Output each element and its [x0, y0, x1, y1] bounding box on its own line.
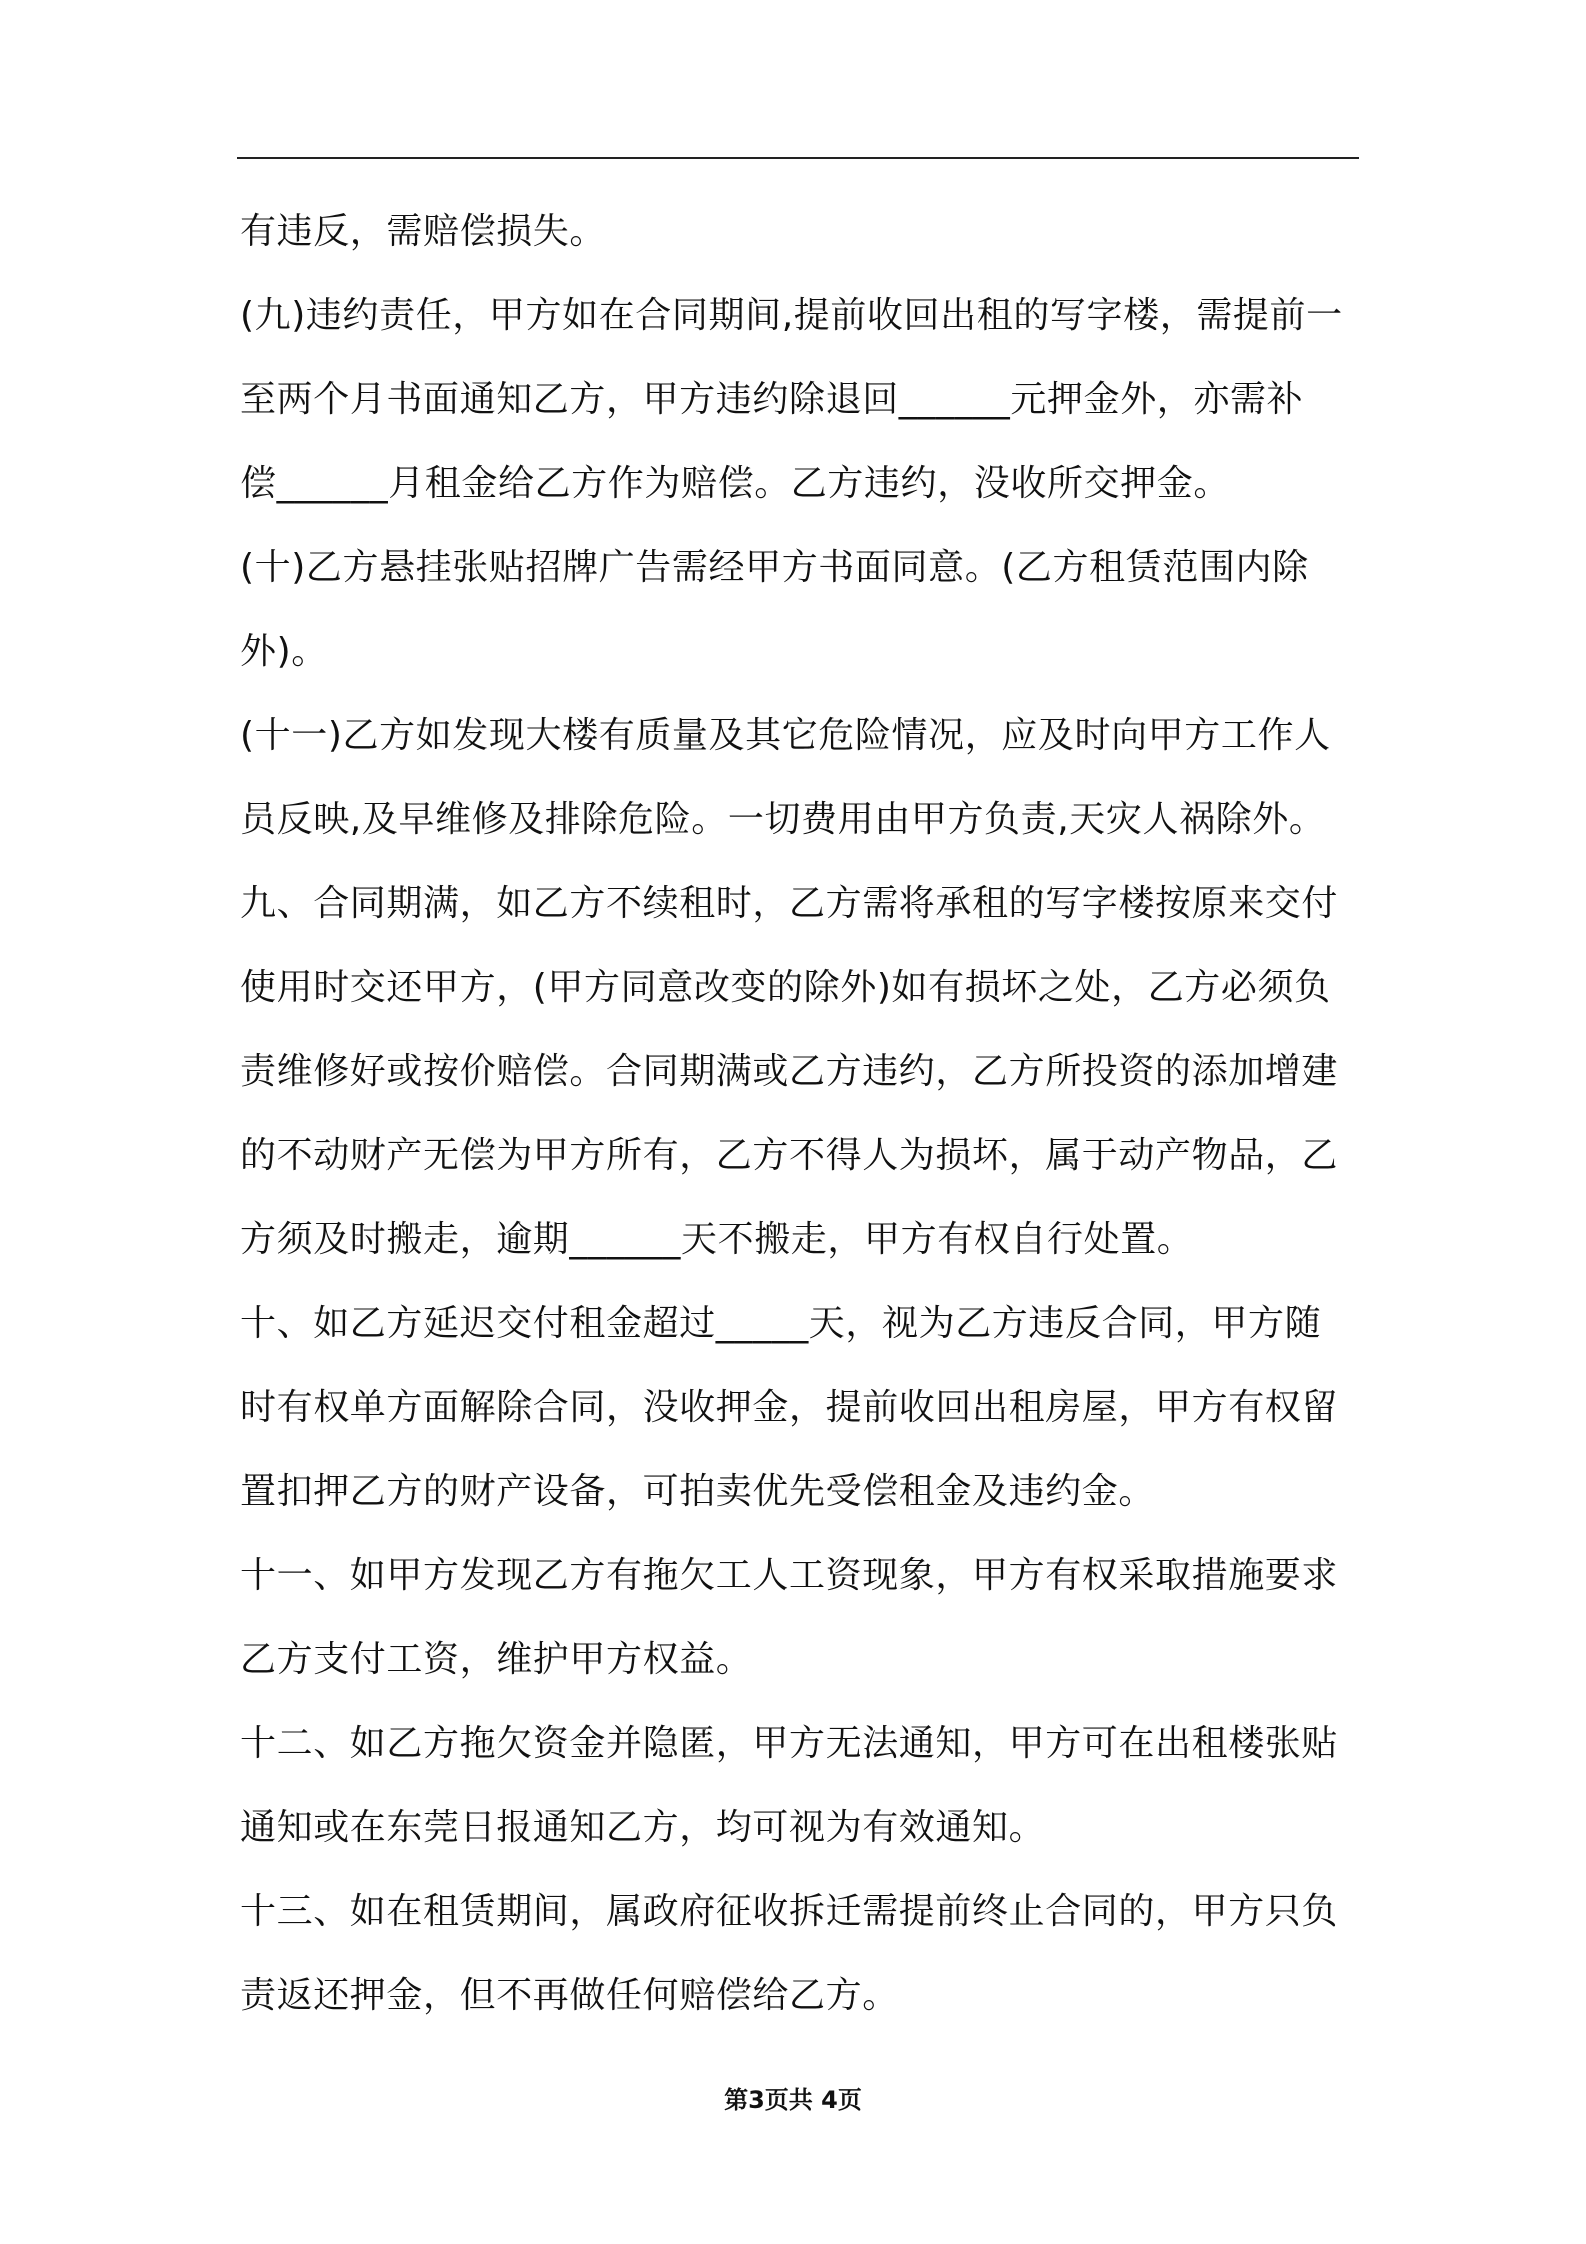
text-line: 通知或在东莞日报通知乙方，均可视为有效通知。	[240, 1807, 1046, 1848]
text-line: 员反映,及早维修及排除危险。一切费用由甲方负责,天灾人祸除外。	[240, 799, 1326, 840]
text-line: 有违反，需赔偿损失。	[240, 211, 607, 252]
text-line: 至两个月书面通知乙方，甲方违约除退回______元押金外，亦需补	[240, 379, 1304, 420]
contract-body-text	[240, 190, 1360, 2038]
text-line: 偿______月租金给乙方作为赔偿。乙方违约，没收所交押金。	[240, 463, 1231, 504]
header-rule	[237, 157, 1359, 159]
text-line: 九、合同期满，如乙方不续租时，乙方需将承租的写字楼按原来交付	[240, 883, 1339, 924]
text-line: 乙方支付工资，维护甲方权益。	[240, 1639, 753, 1680]
text-line: (十)乙方悬挂张贴招牌广告需经甲方书面同意。(乙方租赁范围内除	[240, 547, 1309, 588]
text-line: 责维修好或按价赔偿。合同期满或乙方违约，乙方所投资的添加增建	[240, 1051, 1339, 1092]
text-line: 十、如乙方延迟交付租金超过_____天，视为乙方违反合同，甲方随	[240, 1303, 1322, 1344]
text-line: 置扣押乙方的财产设备，可拍卖优先受偿租金及违约金。	[240, 1471, 1156, 1512]
page-number-footer: 第3页共 4页	[724, 2086, 862, 2114]
text-line: 十二、如乙方拖欠资金并隐匿，甲方无法通知，甲方可在出租楼张贴	[240, 1723, 1339, 1764]
text-line: 使用时交还甲方，(甲方同意改变的除外)如有损坏之处，乙方必须负	[240, 967, 1331, 1008]
text-line: (十一)乙方如发现大楼有质量及其它危险情况，应及时向甲方工作人	[240, 715, 1331, 756]
text-line: 十三、如在租赁期间，属政府征收拆迁需提前终止合同的，甲方只负	[240, 1891, 1339, 1932]
text-line: 十一、如甲方发现乙方有拖欠工人工资现象，甲方有权采取措施要求	[240, 1555, 1339, 1596]
text-line: 方须及时搬走，逾期______天不搬走，甲方有权自行处置。	[240, 1219, 1194, 1260]
text-line: (九)违约责任，甲方如在合同期间,提前收回出租的写字楼，需提前一	[240, 295, 1343, 336]
text-line: 的不动财产无偿为甲方所有，乙方不得人为损坏，属于动产物品，乙	[240, 1135, 1339, 1176]
text-line: 责返还押金，但不再做任何赔偿给乙方。	[240, 1975, 899, 2016]
text-line: 时有权单方面解除合同，没收押金，提前收回出租房屋，甲方有权留	[240, 1387, 1339, 1428]
text-line: 外)。	[240, 631, 328, 672]
